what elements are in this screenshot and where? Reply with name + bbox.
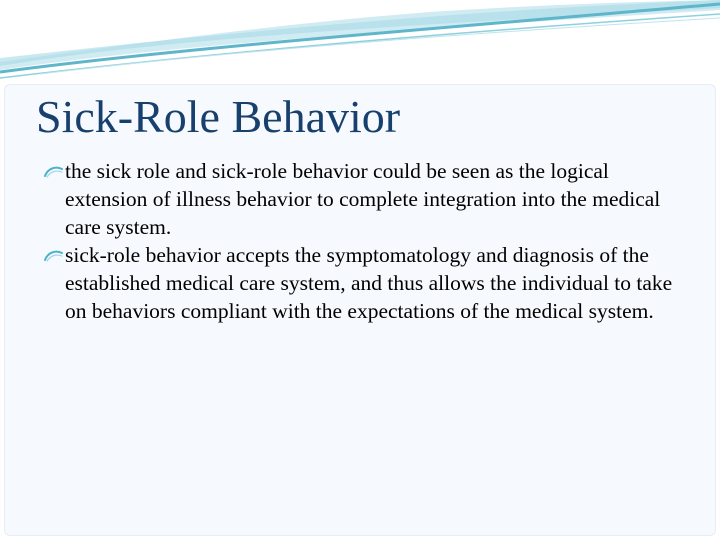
bullet-text: sick-role behavior accepts the symptomatology and diagnosis of the established medical care system, and thus allows the individual to take on behaviors compliant with the expectations of the medical system. — [65, 243, 673, 323]
bullet-item — [44, 241, 684, 325]
swoosh-bullet-icon — [44, 250, 64, 262]
bullet-text: the sick role and sick-role behavior could be seen as the logical extension of illness behavior to complete integration into the medical care system. — [65, 159, 661, 239]
swoosh-bullet-icon — [44, 166, 64, 178]
slide-title: Sick-Role Behavior — [36, 91, 401, 142]
bullet-list — [44, 157, 684, 325]
bullet-item — [44, 157, 684, 241]
